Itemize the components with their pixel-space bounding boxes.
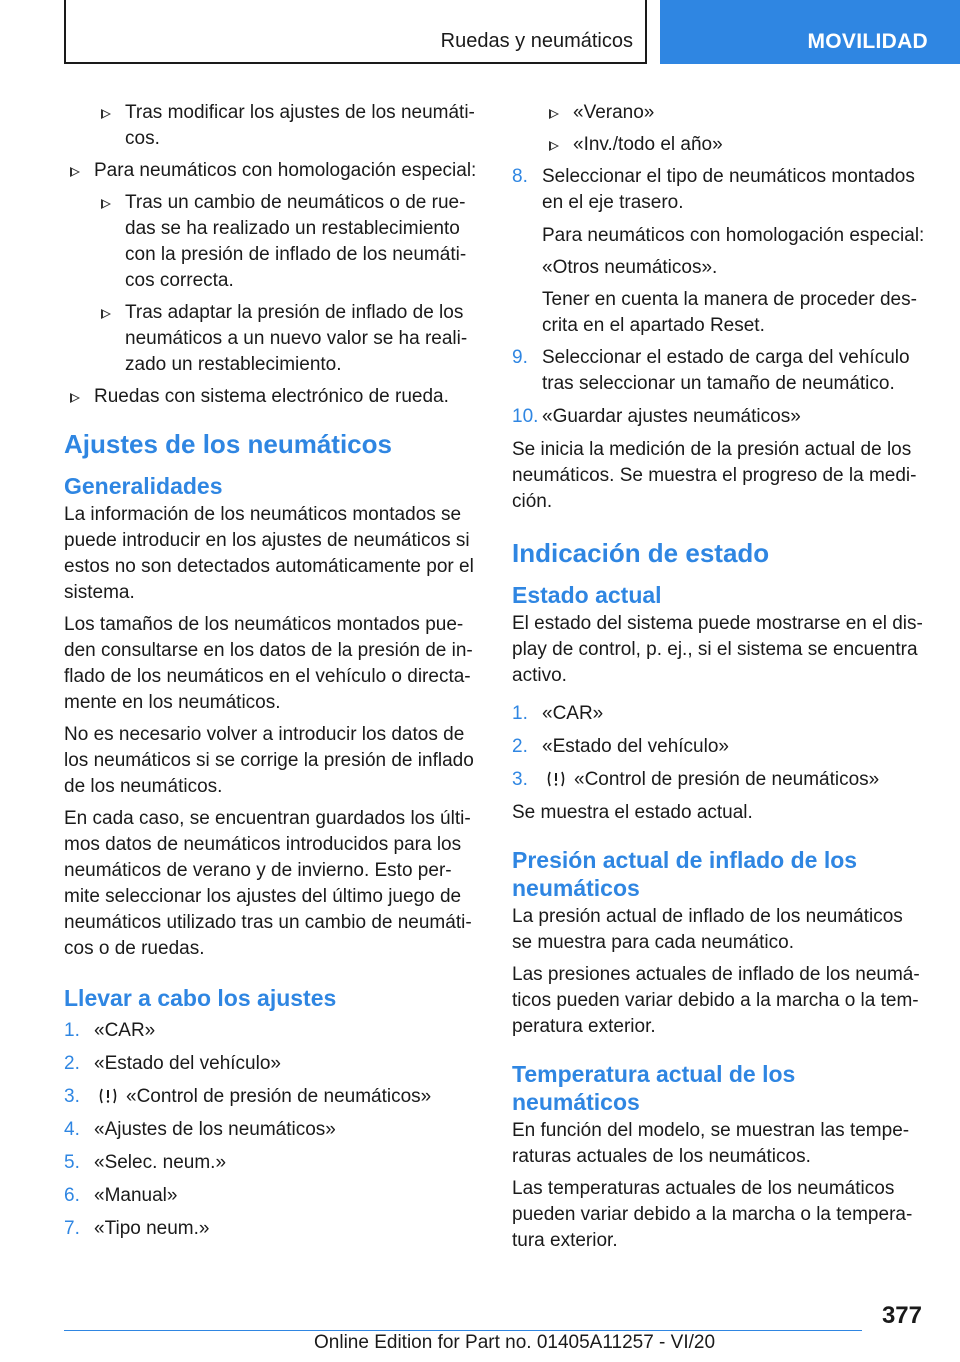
step-item: [512, 164, 928, 216]
triangle-bullet-icon: [549, 141, 559, 151]
paragraph: En función del modelo, se muestran las tempe-raturas actuales de los neumáticos.: [512, 1120, 910, 1167]
step-note: Para neumáticos con homologación especial:: [542, 225, 925, 246]
paragraph: El estado del sistema puede mostrarse en el dis-play de control, p. ej., si el sistema se encuentra activo.: [512, 613, 923, 686]
step-number: 2.: [512, 736, 528, 757]
page-number: 377: [881, 1302, 922, 1329]
bullet-text: «Inv./todo el año»: [573, 134, 723, 155]
step-number: 2.: [64, 1053, 80, 1074]
step-item: [512, 404, 928, 430]
heading-estado: Estado actual: [512, 582, 662, 608]
edition-note: Online Edition for Part no. 01405A11257 - VI/20: [314, 1332, 716, 1353]
paragraph: Las presiones actuales de inflado de los neumá-ticos pueden variar debido a la marcha o la tem-peratura exterior.: [512, 964, 920, 1037]
step-text: «Control de presión de neumáticos»: [126, 1086, 432, 1107]
paragraph: La información de los neumáticos montados se puede introducir en los ajustes de neumáticos si estos no son detectados automáticamente por el sistema.: [64, 504, 474, 603]
bullet-text: Tras modificar los ajustes de los neumáti-cos.: [125, 102, 475, 149]
paragraph: Las temperaturas actuales de los neumáticos pueden variar debido a la marcha o la tempera-tura exterior.: [512, 1178, 913, 1251]
step-text: «Estado del vehículo»: [542, 736, 729, 757]
step-number: 9.: [512, 347, 528, 368]
bullet-item: [64, 384, 480, 410]
bullet-text: Tras un cambio de neumáticos o de rue-das se ha realizado un restablecimiento con la presión de inflado de los neumáti-cos correcta.: [125, 192, 467, 291]
tire-pressure-warning-icon: [546, 770, 566, 788]
step-item: [512, 345, 928, 397]
header-section-box: [64, 0, 647, 64]
step-text: «Estado del vehículo»: [94, 1053, 281, 1074]
paragraph: Se muestra el estado actual.: [512, 802, 753, 823]
triangle-bullet-icon: [101, 309, 111, 319]
step-text: «Selec. neum.»: [94, 1152, 227, 1173]
left-column: [64, 100, 480, 1249]
bullet-item: [64, 158, 480, 184]
heading-llevar: Llevar a cabo los ajustes: [64, 985, 337, 1011]
bullet-item: [543, 100, 928, 126]
triangle-bullet-icon: [549, 109, 559, 119]
step-item: [64, 1018, 480, 1044]
triangle-bullet-icon: [101, 199, 111, 209]
triangle-bullet-icon: [101, 109, 111, 119]
step-number: 4.: [64, 1119, 80, 1140]
chapter-title: MOVILIDAD: [807, 30, 928, 53]
paragraph: La presión actual de inflado de los neumáticos se muestra para cada neumático.: [512, 906, 903, 953]
step-item: [64, 1117, 480, 1143]
step-number: 3.: [64, 1086, 80, 1107]
step-note: «Otros neumáticos».: [542, 257, 718, 278]
heading-indicacion: Indicación de estado: [512, 538, 770, 568]
bullet-item: [95, 300, 480, 378]
step-text: Seleccionar el tipo de neumáticos montados en el eje trasero.: [542, 166, 915, 213]
step-note: Tener en cuenta la manera de proceder des-crita en el apartado Reset.: [542, 289, 917, 336]
paragraph: Se inicia la medición de la presión actual de los neumáticos. Se muestra el progreso de la medi-ción.: [512, 439, 917, 512]
footer-divider: [64, 1330, 862, 1331]
step-number: 7.: [64, 1218, 80, 1239]
step-number: 5.: [64, 1152, 80, 1173]
step-item: [512, 701, 928, 727]
step-number: 1.: [512, 703, 528, 724]
step-text: «Control de presión de neumáticos»: [574, 769, 880, 790]
paragraph: En cada caso, se encuentran guardados los últi-mos datos de neumáticos introducidos para los neumáticos de verano y de invierno. Esto per-mite seleccionar los ajustes del último juego de neumáticos utilizado tras un cambio de neumáti-cos o de ruedas.: [64, 808, 472, 959]
step-number: 3.: [512, 769, 528, 790]
step-number: 6.: [64, 1185, 80, 1206]
triangle-bullet-icon: [70, 167, 80, 177]
step-text: «CAR»: [542, 703, 604, 724]
section-title: Ruedas y neumáticos: [440, 30, 633, 52]
heading-ajustes: Ajustes de los neumáticos: [64, 429, 392, 459]
bullet-text: Ruedas con sistema electrónico de rueda.: [94, 386, 449, 407]
step-text: «CAR»: [94, 1020, 156, 1041]
bullet-item: [95, 190, 480, 294]
bullet-text: Tras adaptar la presión de inflado de los neumáticos a un nuevo valor se ha reali-zado un restablecimiento.: [125, 302, 468, 375]
paragraph: No es necesario volver a introducir los datos de los neumáticos si se corrige la presión de inflado de los neumáticos.: [64, 724, 474, 797]
triangle-bullet-icon: [70, 393, 80, 403]
bullet-item: [543, 132, 928, 158]
step-text: Seleccionar el estado de carga del vehículo tras seleccionar un tamaño de neumático.: [542, 347, 910, 394]
heading-temperatura: Temperatura actual de los neumáticos: [512, 1061, 796, 1115]
bullet-text: Para neumáticos con homologación especial:: [94, 160, 477, 181]
heading-presion: Presión actual de inflado de los neumáticos: [512, 847, 858, 901]
step-item: [64, 1183, 480, 1209]
step-text: «Manual»: [94, 1185, 178, 1206]
step-number: 8.: [512, 166, 528, 187]
step-item: [64, 1150, 480, 1176]
step-text: «Guardar ajustes neumáticos»: [542, 406, 801, 427]
tire-pressure-warning-icon: [98, 1087, 118, 1105]
step-number: 1.: [64, 1020, 80, 1041]
bullet-item: [95, 100, 480, 152]
step-text: «Ajustes de los neumáticos»: [94, 1119, 336, 1140]
bullet-text: «Verano»: [573, 102, 655, 123]
step-item: [512, 734, 928, 760]
heading-generalidades: Generalidades: [64, 473, 223, 499]
step-number: 10.: [512, 406, 539, 427]
right-column: [512, 100, 928, 1260]
paragraph: Los tamaños de los neumáticos montados pue-den consultarse en los datos de la presión de in-flado de los neumáticos en el vehículo o directa-mente en los neumáticos.: [64, 614, 473, 713]
step-text: «Tipo neum.»: [94, 1218, 210, 1239]
step-item: [64, 1084, 480, 1110]
step-item: [512, 767, 928, 793]
step-item: [64, 1216, 480, 1242]
chapter-tab: [660, 0, 960, 64]
step-item: [64, 1051, 480, 1077]
